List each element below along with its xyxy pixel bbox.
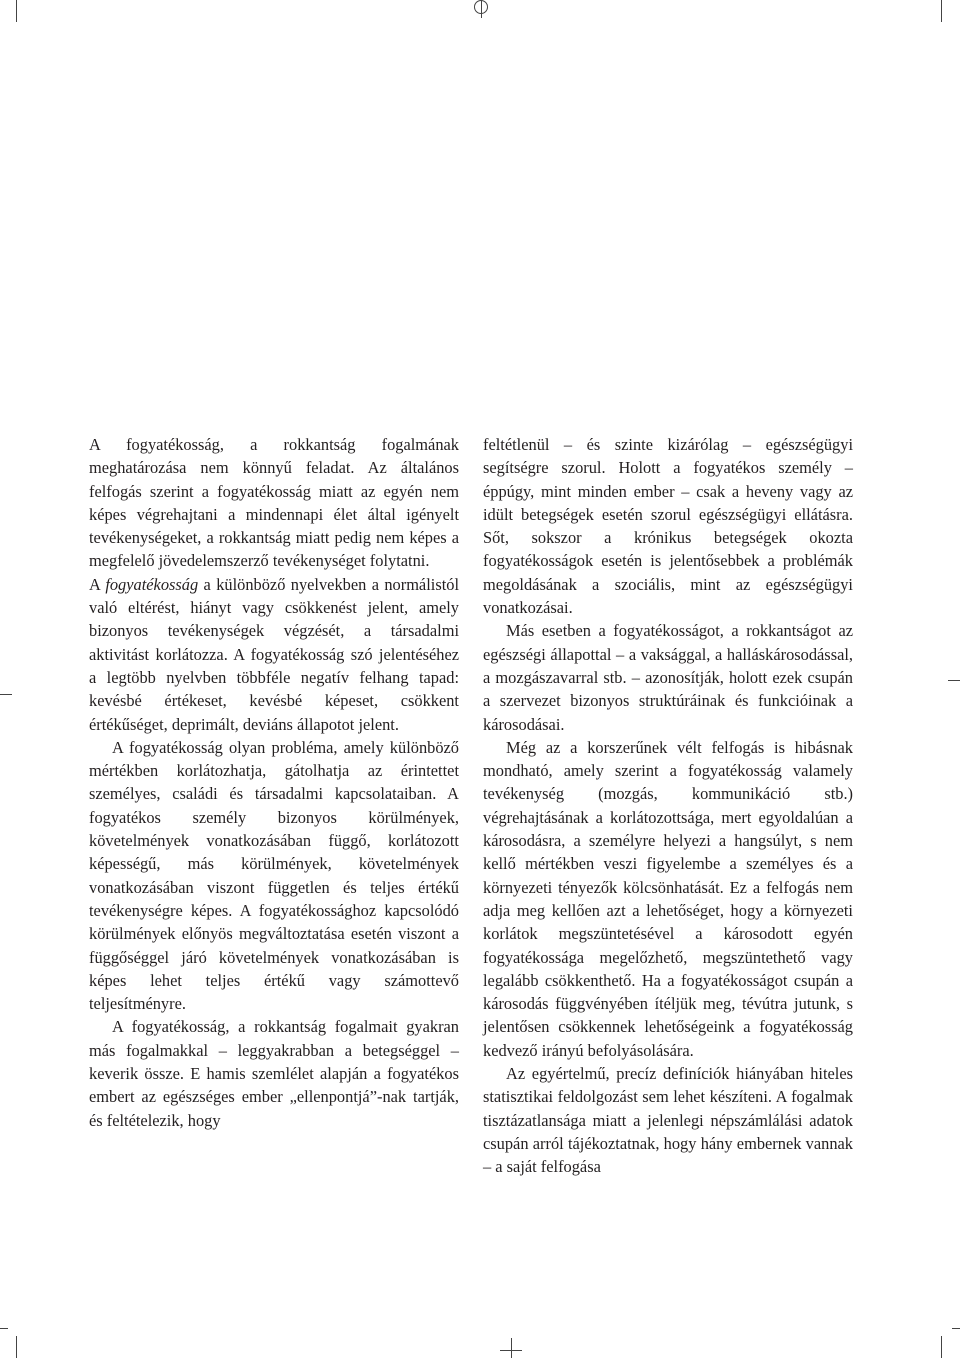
crop-mark-bottom-left [16, 1336, 17, 1358]
crop-mark-bottom-right [941, 1336, 942, 1358]
registration-target-icon-top [474, 0, 488, 14]
paragraph: Az egyértelmű, precíz definíciók hiányában hiteles statisztikai feldolgozást sem lehet készíteni. A fogalmak tisztázatlansága miatt a jelenlegi népszámlálási adatok csupán arról tájékoztatnak, hogy hány embernek vannak – a saját felfogása [483, 1064, 853, 1177]
crop-mark-bottom-left-h [0, 1328, 8, 1329]
paragraph: A fogyatékosság olyan probléma, amely különböző mértékben korlátozhatja, gátolhatja az érintettet személyes, családi és társadalmi kapcsolataiban. A fogyatékos személy bizonyos körülmények, követelmények vonatkozásában függő, korlátozott képességű, más körülmények, követelmények vonatkozásában viszont független és teljes értékű tevékenységre képes. A fogyatékossághoz kapcsolódó körülmények előnyös megváltoztatása esetén viszont a függőséggel járó követelmények vonatkozásában is képes lehet teljes értékű vagy számottevő teljesítményre. [89, 737, 459, 1014]
left-text-column [89, 433, 459, 1132]
emphasized-term: fogyatékosság [105, 574, 199, 594]
paragraph: A fogyatékosság, a rokkantság fogalmait gyakran más fogalmakkal – leggyakrabban a betegséggel – keverik össze. E hamis szemlélet alapján a fogyatékos embert az egészséges ember „ellenpontjá”-nak tartják, és feltételezik, hogy [89, 1017, 459, 1130]
paragraph-lead: A [89, 574, 106, 594]
paragraph-rest: a különböző nyelvekben a normálistól való eltérést, hiányt vagy csökkenést jelent, amely bizonyos tevékenységek végzését, a társadalmi aktivitást korlátozza. A fogyatékosság szó jelentéséhez a legtöbb nyelvben többféle negatív felhang tapad: kevésbé értékeset, kevésbé képeset, csökkent értékűséget, deprimált, deviáns állapotot jelent. [89, 574, 460, 734]
side-mark-right [948, 680, 960, 681]
reg-mark-bottom-horizontal [500, 1350, 522, 1351]
crop-mark-top-right [941, 0, 942, 22]
paragraph [89, 573, 459, 736]
paragraph: A fogyatékosság, a rokkantság fogalmának meghatározása nem könnyű feladat. Az általános felfogás szerint a fogyatékosság miatt az egyén nem képes végrehajtani a mindennapi élet által igényelt tevékenységeket, a rokkantság miatt pedig nem képes a megfelelő jövedelemszerző tevékenységet folytatni. [89, 435, 459, 571]
side-mark-left [0, 694, 12, 695]
crop-mark-bottom-right-h [952, 1328, 960, 1329]
paragraph: Más esetben a fogyatékosságot, a rokkantságot az egészségi állapottal – a vaksággal, a halláskárosodással, a mozgászavarral stb. – azonosítják, holott ezek csupán a szervezet bizonyos struktúráinak és funkcióinak a károsodásai. [483, 621, 853, 734]
crop-mark-top-left [16, 0, 17, 22]
right-text-column [483, 433, 853, 1179]
paragraph: feltétlenül – és szinte kizárólag – egészségügyi segítségre szorul. Holott a fogyatékos személy – éppúgy, mint minden ember – csak a heveny vagy az idült betegségek esetén szorul egészségügyi ellátásra. Sőt, sokszor a krónikus betegségek okozta fogyatékosságok esetén is jelentősebbek a problémák megoldásának a szociális, mint az egészségügyi vonatkozásai. [483, 435, 853, 618]
paragraph: Még az a korszerűnek vélt felfogás is hibásnak mondható, amely szerint a fogyatékosság valamely tevékenység (mozgás, kommunikáció stb.) végrehajtásának a korlátozottsága, mert egyoldalúan a károsodásra, a személyre helyezi a hangsúlyt, s nem kellő mértékben veszi figyelembe a személyes és a környezeti tényezők kölcsönhatását. Ez a felfogás nem adja meg kellően azt a lehetőséget, hogy a környezeti korlátok megszüntetésével a károsodott egyén fogyatékossága megelőzhető, megszüntethető vagy legalább csökkenthető. Ha a fogyatékosságot csupán a károsodás függvényében ítéljük meg, tévútra jutunk, s jelentősen csökkennek lehetőségeink a fogyatékosság kedvező irányú befolyásolására. [483, 737, 853, 1060]
reg-mark-bottom-vertical [511, 1338, 512, 1358]
